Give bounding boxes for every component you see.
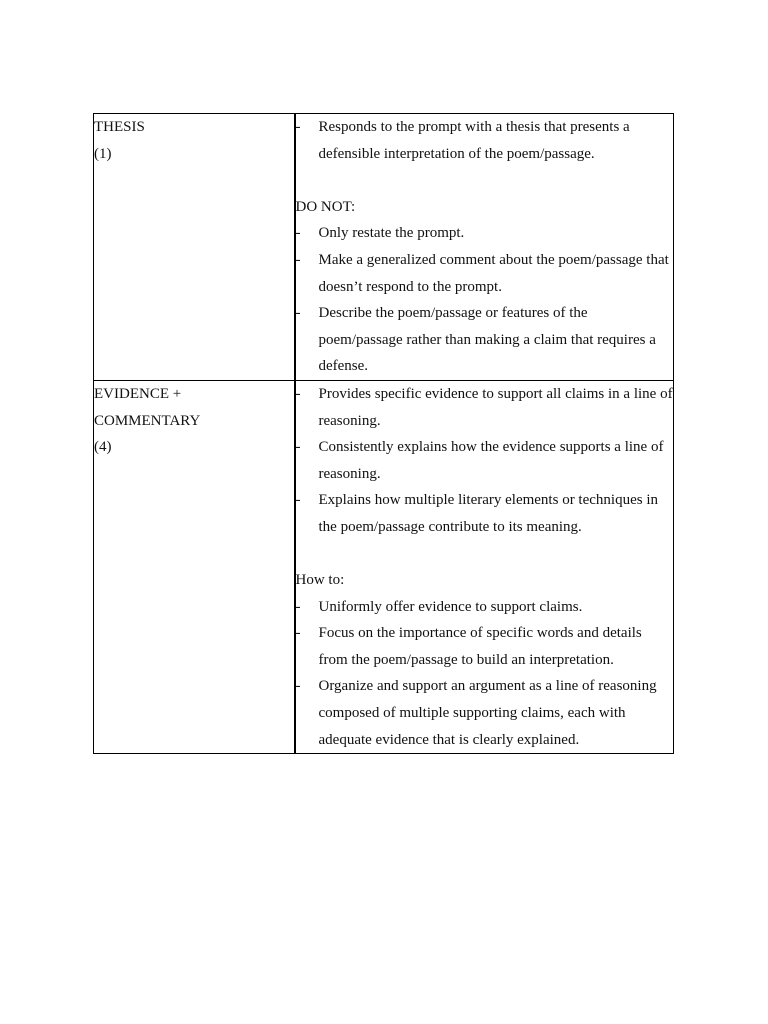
list-item — [296, 620, 674, 673]
bullet-dash: - — [295, 678, 301, 695]
bullet-dash: - — [295, 598, 301, 615]
criterion-name: THESIS — [94, 119, 145, 135]
subitems-list — [296, 220, 674, 380]
section-heading-how-to: How to: — [295, 572, 345, 589]
list-item-text: Responds to the prompt with a thesis that presents a defensible interpretation of the poem/passage. — [318, 119, 630, 162]
bullet-dash: - — [295, 225, 301, 242]
criterion-name-line1: EVIDENCE + — [94, 385, 182, 402]
requirements-list — [296, 381, 674, 541]
list-item — [296, 594, 674, 621]
list-item — [296, 114, 674, 167]
bullet-dash: - — [295, 119, 301, 135]
list-item-text: Focus on the importance of specific words and details from the poem/passage to build an interpretation. — [318, 625, 642, 668]
list-item-text: Consistently explains how the evidence supports a line of reasoning. — [318, 439, 664, 482]
bullet-dash: - — [295, 492, 301, 509]
criterion-name-line2: COMMENTARY — [94, 412, 201, 429]
list-item — [296, 220, 674, 247]
criterion-cell-thesis — [94, 114, 295, 381]
list-item-text: Only restate the prompt. — [318, 225, 465, 242]
rubric-row-evidence-commentary — [94, 380, 674, 753]
bullet-dash: - — [295, 385, 301, 402]
list-item-text: Describe the poem/passage or features of the poem/passage rather than making a claim that requires a defense. — [318, 305, 656, 375]
bullet-dash: - — [295, 439, 301, 456]
list-item — [296, 300, 674, 380]
rubric-table — [93, 113, 674, 754]
list-item-text: Provides specific evidence to support all claims in a line of reasoning. — [318, 385, 673, 429]
list-item — [296, 247, 674, 300]
bullet-dash: - — [295, 305, 301, 322]
list-item — [296, 487, 674, 540]
section-heading-do-not: DO NOT: — [295, 198, 356, 215]
subitems-list — [296, 594, 674, 754]
list-item — [296, 673, 674, 753]
criterion-points: (1) — [94, 145, 112, 162]
bullet-dash: - — [295, 625, 301, 642]
detail-cell-evidence-commentary — [295, 380, 674, 753]
list-item-text: Organize and support an argument as a line of reasoning composed of multiple supporting claims, each with adequate evidence that is clearly explained. — [318, 678, 657, 748]
list-item-text: Uniformly offer evidence to support claims. — [318, 598, 583, 615]
list-item-text: Explains how multiple literary elements or techniques in the poem/passage contribute to its meaning. — [318, 492, 658, 535]
requirements-list — [296, 114, 674, 167]
list-item-text: Make a generalized comment about the poem/passage that doesn’t respond to the prompt. — [318, 251, 669, 295]
detail-cell-thesis — [295, 114, 674, 381]
criterion-points: (4) — [94, 439, 112, 456]
rubric-row-thesis — [94, 114, 674, 381]
criterion-cell-evidence-commentary — [94, 380, 295, 753]
list-item — [296, 434, 674, 487]
list-item — [296, 381, 674, 434]
bullet-dash: - — [295, 251, 301, 268]
